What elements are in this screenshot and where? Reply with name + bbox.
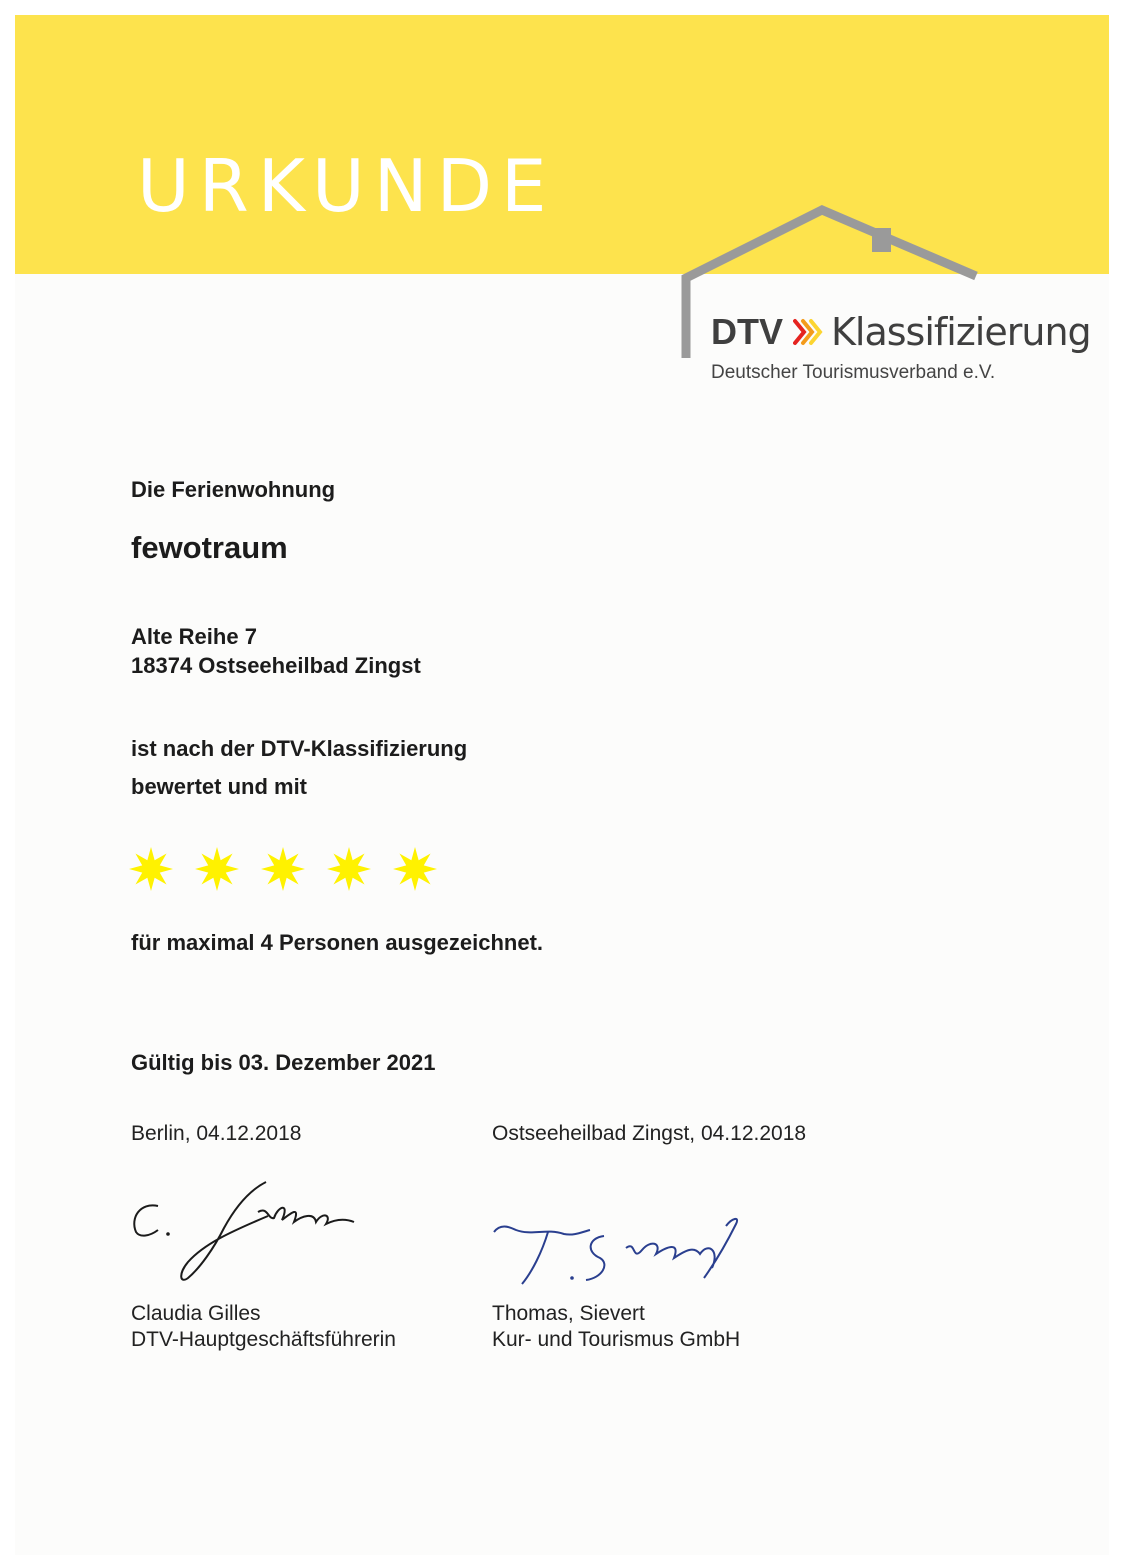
validity-text: Gültig bis 03. Dezember 2021 <box>131 1050 436 1075</box>
logo-brand: DTV <box>711 311 783 352</box>
logo-word: Klassifizierung <box>831 310 1091 354</box>
intro-text: Die Ferienwohnung <box>131 477 336 502</box>
star-icon <box>260 846 306 892</box>
award-text: für maximal 4 Personen ausgezeichnet. <box>131 930 544 955</box>
signature-right <box>486 1206 756 1301</box>
statement-line-1: ist nach der DTV-Klassifizierung <box>131 736 468 761</box>
property-name: fewotraum <box>131 530 288 565</box>
star-icon <box>128 846 174 892</box>
right-place-date: Ostseeheilbad Zingst, 04.12.2018 <box>492 1122 807 1145</box>
star-icon <box>326 846 372 892</box>
logo-subline: Deutscher Tourismusverband e.V. <box>711 362 996 383</box>
left-signer-role: DTV-Hauptgeschäftsführerin <box>131 1328 396 1351</box>
address-line-1: Alte Reihe 7 <box>131 624 257 649</box>
certificate-title: URKUNDE <box>137 144 556 228</box>
right-signer-name: Thomas, Sievert <box>492 1302 645 1325</box>
statement-line-2: bewertet und mit <box>131 774 308 799</box>
logo-row <box>711 306 1091 358</box>
left-signer-name: Claudia Gilles <box>131 1302 261 1325</box>
left-place-date: Berlin, 04.12.2018 <box>131 1122 302 1145</box>
address-line-2: 18374 Ostseeheilbad Zingst <box>131 653 421 678</box>
star-icon <box>392 846 438 892</box>
right-signer-role: Kur- und Tourismus GmbH <box>492 1328 741 1351</box>
star-rating <box>128 846 438 892</box>
signature-left <box>118 1176 378 1291</box>
star-icon <box>194 846 240 892</box>
chevron-icon <box>793 317 823 347</box>
